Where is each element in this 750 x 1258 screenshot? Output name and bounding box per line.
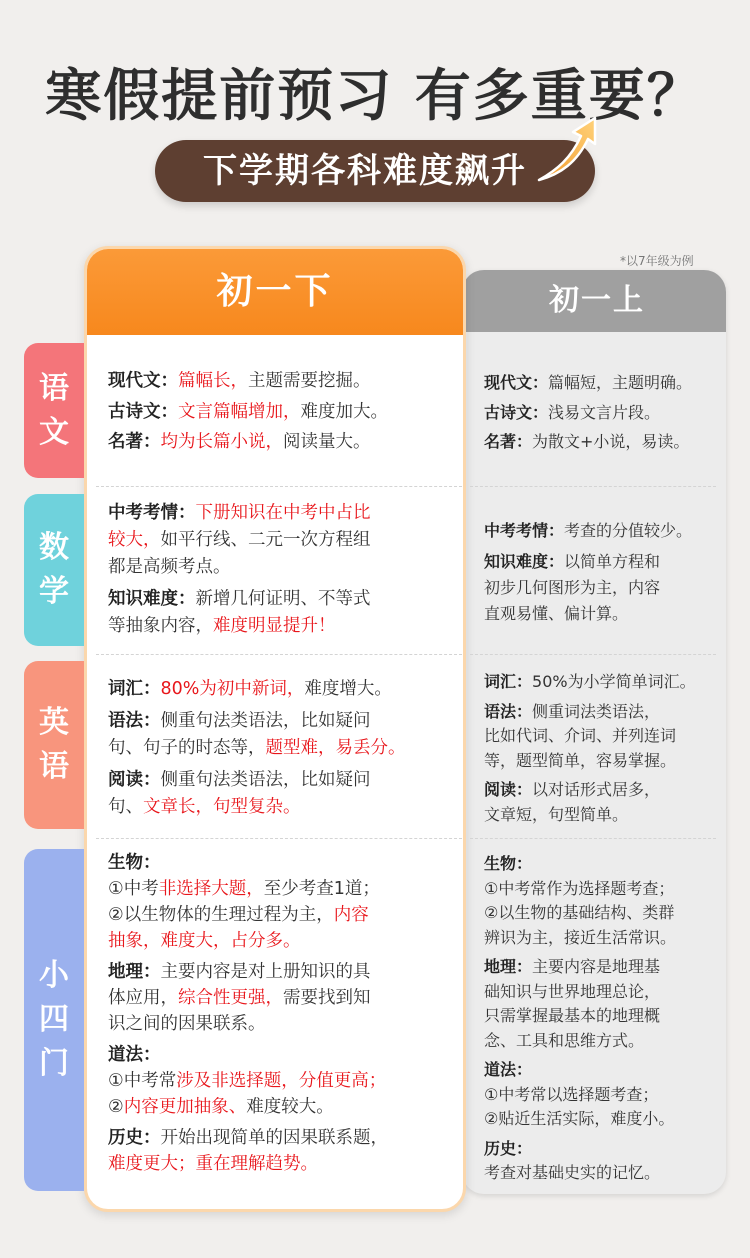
next-chinese-line: 现代文：篇幅长，主题需要挖掘。	[108, 371, 371, 391]
next-english-grammar: 语法：侧重句法类语法，比如疑问 句、句子的时态等，题型难，易丢分。	[108, 711, 406, 758]
subject-char: 小	[39, 958, 69, 993]
footnote: *以7年级为例	[620, 254, 694, 268]
divider	[470, 486, 716, 487]
current-english-grammar: 语法：侧重词法类语法， 比如代词、介词、并列连词 等，题型简单，容易掌握。	[484, 701, 677, 770]
current-math-exam: 中考考情：考查的分值较少。	[484, 521, 693, 540]
current-english-reading: 阅读：以对话形式居多， 文章短，句型简单。	[484, 780, 661, 824]
current-chinese-content: 现代文：篇幅短，主题明确。 古诗文：浅易文言片段。 名著：为散文+小说，易读。	[484, 373, 693, 451]
subject-char: 英	[39, 705, 69, 740]
next-chinese-line: 古诗文：文言篇幅增加，难度加大。	[108, 401, 388, 422]
next-geography: 地理：主要内容是对上册知识的具 体应用，综合性更强，需要找到知 识之间的因果联系。	[108, 962, 371, 1034]
next-biology: 生物： ①中考非选择大题，至少考查1道； ②以生物体的生理过程为主，内容 抽象，难度大，占分多。	[108, 853, 380, 951]
divider	[470, 838, 716, 839]
divider	[470, 654, 716, 655]
subject-char: 学	[39, 574, 69, 609]
next-minor-content	[108, 850, 460, 1182]
subject-char: 门	[39, 1046, 69, 1081]
subject-label-chinese	[24, 343, 84, 478]
next-english-vocab: 词汇：80%为初中新词，难度增大。	[108, 679, 392, 699]
next-chinese-line: 名著：均为长篇小说，阅读量大。	[108, 432, 371, 452]
subject-char: 语	[39, 370, 69, 406]
next-chinese-content	[108, 366, 458, 458]
divider	[96, 654, 462, 655]
current-geography: 地理：主要内容是地理基 础知识与世界地理总论， 只需掌握最基本的地理概 念、工具和思维方式。	[484, 957, 661, 1050]
next-math-exam: 中考考情：下册知识在中考中占比 较大，如平行线、二元一次方程组 都是高频考点。	[108, 503, 371, 577]
subject-char: 数	[39, 530, 69, 565]
subject-label-english	[24, 661, 84, 829]
current-minor-content	[484, 852, 724, 1191]
rising-arrow-icon	[535, 114, 601, 184]
divider	[96, 486, 462, 487]
next-math-content	[108, 500, 458, 645]
current-english-vocab: 词汇：50%为小学简单词汇。	[484, 672, 696, 691]
subject-label-math	[24, 494, 84, 646]
subject-label-minor-four	[24, 849, 84, 1191]
next-math-difficulty: 知识难度：新增几何证明、不等式 等抽象内容，难度明显提升！	[108, 589, 371, 636]
divider	[96, 838, 462, 839]
subtitle-text: 下学期各科难度飙升	[203, 151, 527, 191]
next-english-reading: 阅读：侧重句法类语法，比如疑问 句、文章长，句型复杂。	[108, 770, 371, 817]
subject-char: 四	[39, 1002, 69, 1037]
current-morality-law: 道法： ①中考常以选择题考查； ②贴近生活实际，难度小。	[484, 1060, 675, 1128]
column-current-header: 初一上	[462, 270, 726, 332]
current-biology: 生物： ①中考常作为选择题考查； ②以生物的基础结构、类群 辨识为主，接近生活常识。	[484, 854, 677, 947]
current-english-content	[484, 670, 724, 832]
current-history: 历史： 考查对基础史实的记忆。	[484, 1138, 661, 1182]
subject-char: 文	[39, 414, 69, 450]
column-next-header: 初一下	[87, 249, 463, 335]
next-history: 历史：开始出现简单的因果联系题， 难度更大；重在理解趋势。	[108, 1128, 388, 1174]
next-english-content	[108, 676, 458, 826]
current-math-content	[484, 518, 724, 632]
current-math-difficulty: 知识难度：以简单方程和 初步几何图形为主，内容 直观易懂、偏计算。	[484, 552, 661, 623]
subtitle-banner	[155, 140, 595, 202]
next-morality-law: 道法： ①中考常涉及非选择题，分值更高； ②内容更加抽象、难度较大。	[108, 1045, 387, 1117]
subject-char: 语	[39, 749, 69, 784]
page-title: 寒假提前预习 有多重要？	[45, 64, 705, 129]
